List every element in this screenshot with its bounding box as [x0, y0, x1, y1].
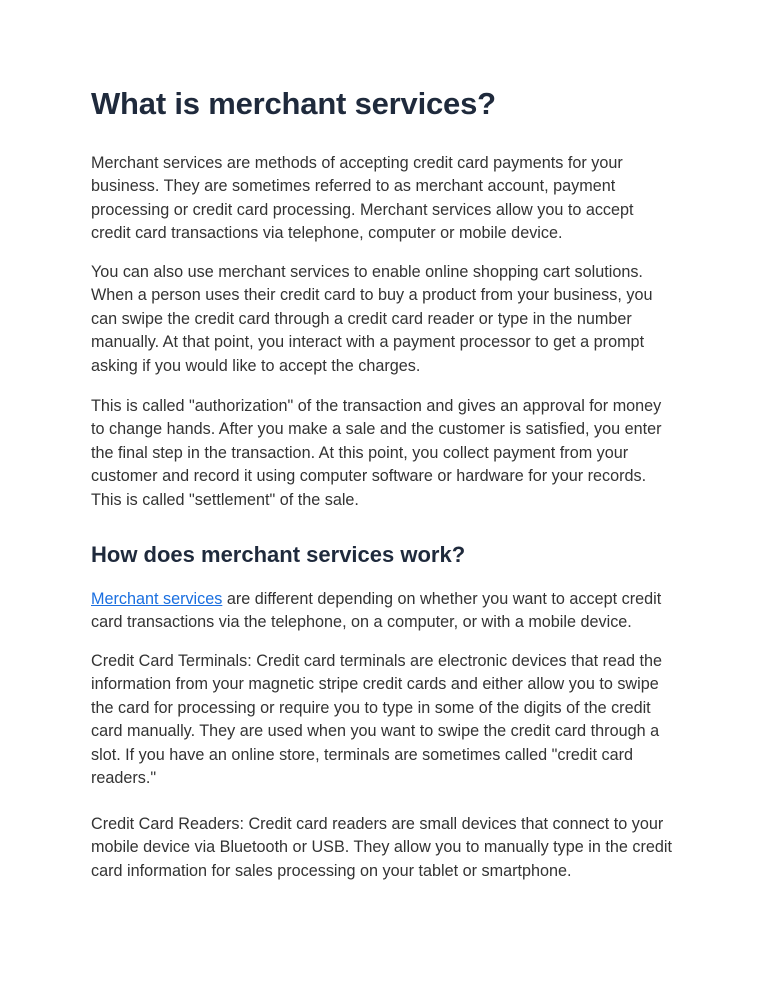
text-line: This is called "authorization" of the transaction and gives an approval for money	[91, 397, 662, 415]
text-line	[91, 588, 661, 611]
section-heading: How does merchant services work?	[91, 542, 466, 567]
text-line: Credit Card Readers: Credit card readers are small devices that connect to your	[91, 815, 664, 833]
paragraph-terminals	[91, 650, 662, 790]
text-line: customer and record it using computer software or hardware for your records.	[91, 467, 647, 486]
text-line: business. They are sometimes referred to as merchant account, payment	[91, 177, 616, 196]
text-line: information from your magnetic stripe credit cards and either allow you to swipe	[91, 675, 659, 694]
text-line: card transactions via the telephone, on a computer, or with a mobile device.	[91, 613, 632, 632]
text-segment: are different depending on whether you want to accept credit	[222, 590, 662, 608]
text-line: processing or credit card processing. Merchant services allow you to accept	[91, 200, 634, 219]
text-line: You can also use merchant services to enable online shopping cart solutions.	[91, 263, 643, 281]
paragraph-definition	[91, 152, 634, 246]
text-line: the card for processing or require you to type in some of the digits of the credit	[91, 698, 651, 717]
text-line: card information for sales processing on your tablet or smartphone.	[91, 861, 572, 880]
text-line: manually. At that point, you interact with a payment processor to get a prompt	[91, 333, 645, 352]
paragraph-authorization	[91, 395, 662, 512]
page-title: What is merchant services?	[91, 86, 496, 121]
text-line: slot. If you have an online store, terminals are sometimes called "credit card	[91, 745, 633, 764]
paragraph-intro	[91, 588, 661, 635]
text-line: can swipe the credit card through a credit card reader or type in the number	[91, 309, 632, 328]
paragraph-readers	[91, 813, 672, 883]
text-line: This is called "settlement" of the sale.	[91, 490, 359, 509]
text-line: Merchant services are methods of accepting credit card payments for your	[91, 154, 623, 172]
text-line: to change hands. After you make a sale and the customer is satisfied, you enter	[91, 420, 662, 439]
paragraph-online-shopping	[91, 261, 652, 378]
text-line: mobile device via Bluetooth or USB. They allow you to manually type in the credit	[91, 838, 672, 857]
text-line: Credit Card Terminals: Credit card terminals are electronic devices that read the	[91, 652, 663, 670]
text-line: When a person uses their credit card to buy a product from your business, you	[91, 286, 653, 305]
text-line: card manually. They are used when you want to swipe the credit card through a	[91, 722, 660, 741]
merchant-services-link[interactable]: Merchant services	[91, 590, 223, 608]
text-line: the final step in the transaction. At this point, you collect payment from your	[91, 443, 629, 462]
text-line: readers."	[91, 769, 157, 788]
text-line: credit card transactions via telephone, computer or mobile device.	[91, 224, 563, 243]
text-line: asking if you would like to accept the charges.	[91, 356, 421, 375]
